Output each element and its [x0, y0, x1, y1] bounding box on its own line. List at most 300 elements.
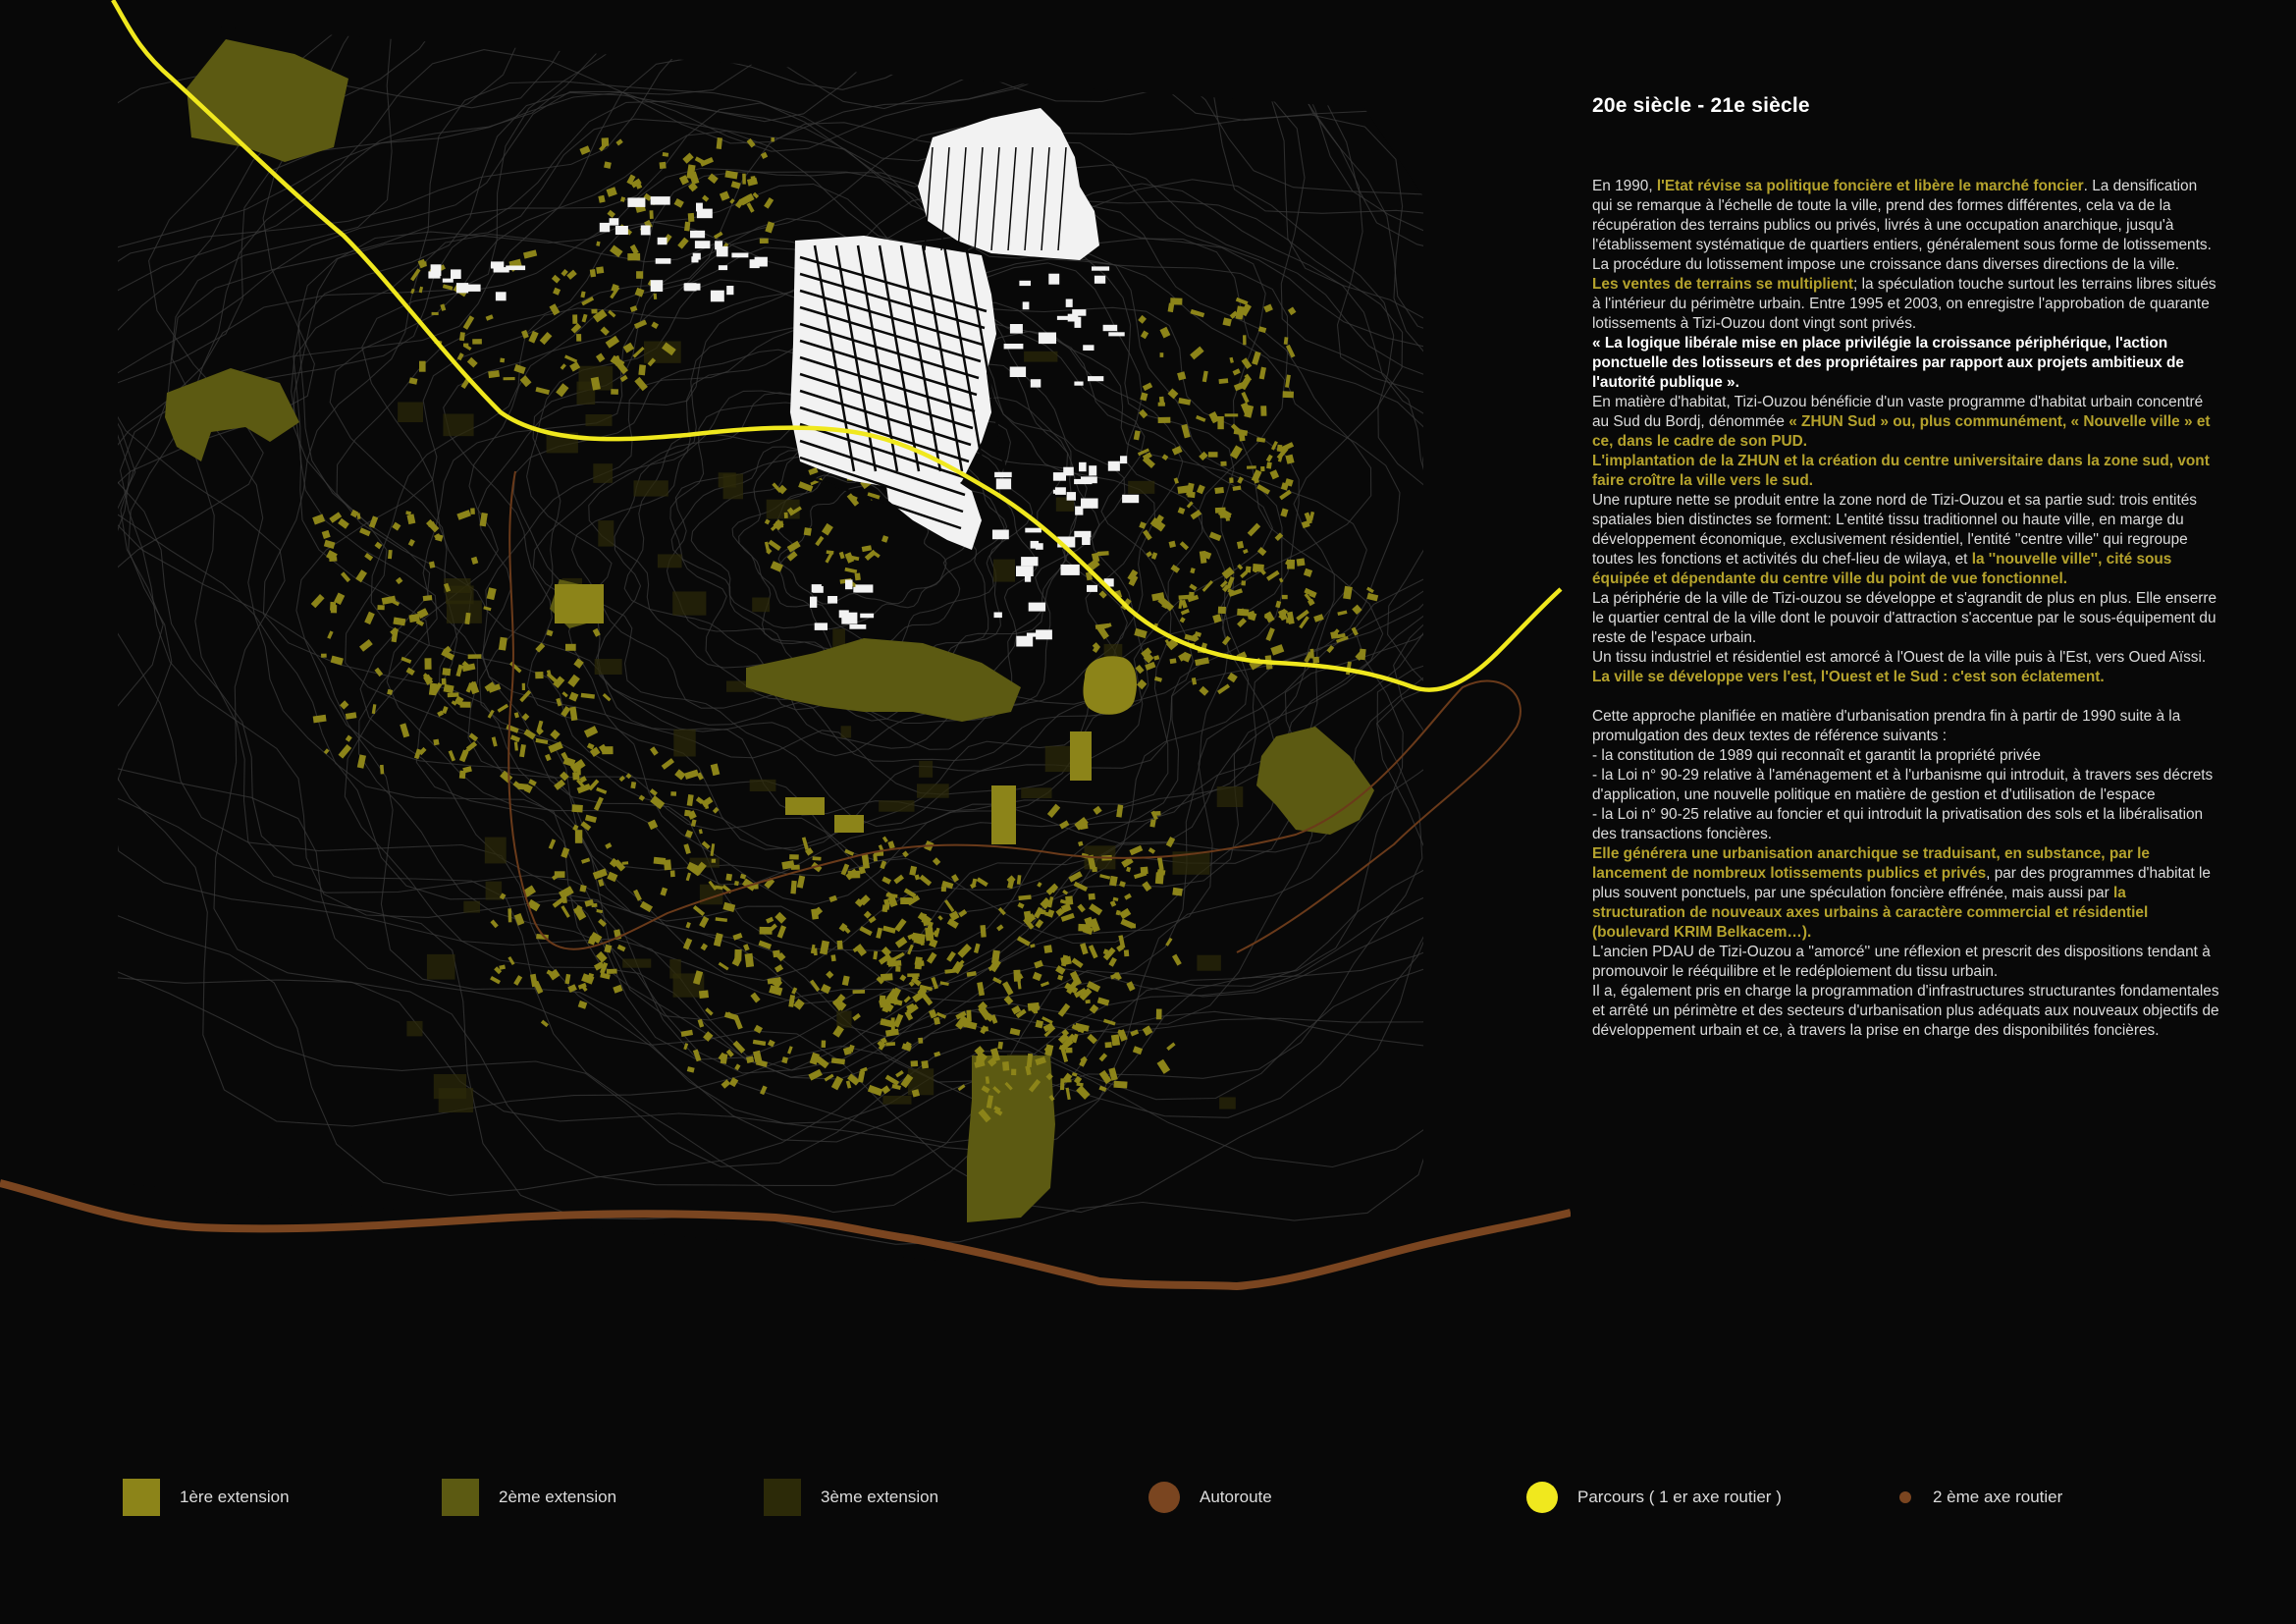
building — [881, 973, 893, 981]
public-building — [828, 596, 837, 604]
building — [1128, 481, 1154, 494]
building — [470, 508, 475, 514]
public-building — [1048, 274, 1059, 285]
building — [919, 761, 933, 778]
building — [650, 210, 654, 219]
building — [590, 269, 596, 277]
text-run: Cette approche planifiée en matière d'urbanisation prendra fin à partir de 1990 suite à la promulgation des deux textes de référence suivants : — [1592, 708, 2181, 744]
public-building — [651, 280, 664, 292]
building — [1247, 465, 1256, 468]
building — [879, 800, 914, 812]
building — [622, 959, 651, 968]
building — [654, 294, 658, 299]
building — [1156, 1009, 1162, 1020]
building — [664, 859, 671, 870]
building — [572, 772, 579, 780]
public-building — [1122, 495, 1139, 503]
paragraph-gap — [1592, 687, 2220, 707]
building — [658, 554, 682, 568]
building — [1097, 551, 1109, 556]
building — [791, 865, 800, 870]
building — [1214, 487, 1224, 494]
building — [1229, 477, 1233, 483]
building — [719, 472, 736, 487]
building — [784, 513, 788, 518]
building — [1243, 335, 1247, 345]
building — [745, 953, 754, 967]
building — [1208, 452, 1218, 458]
building — [853, 990, 866, 994]
highlight-text-run: Les ventes de terrains se multiplient — [1592, 276, 1854, 293]
paragraph — [1592, 844, 2220, 943]
building — [1282, 595, 1288, 599]
paragraph — [1592, 334, 2220, 393]
building — [941, 887, 946, 893]
public-building — [815, 623, 828, 630]
public-building — [456, 283, 468, 293]
building — [1197, 955, 1221, 971]
legend-item — [123, 1473, 290, 1522]
legend-label: Parcours ( 1 er axe routier ) — [1577, 1488, 1782, 1506]
paragraph — [1592, 393, 2220, 452]
public-building — [1067, 492, 1076, 501]
building — [595, 659, 622, 675]
legend-swatch — [442, 1479, 479, 1516]
legend-item — [764, 1473, 938, 1522]
paragraph — [1592, 491, 2220, 589]
panel-title: 20e siècle - 21e siècle — [1592, 94, 1810, 117]
building — [660, 162, 667, 169]
building — [1011, 1069, 1016, 1075]
public-building — [711, 291, 724, 302]
building — [1286, 618, 1290, 623]
highlight-text-run: la ''nouvelle ville'', cité sous équipée et dépendante du centre ville du point de vue fonctionnel. — [1592, 551, 2172, 587]
public-building — [1079, 462, 1087, 471]
building — [468, 654, 482, 659]
public-building — [443, 279, 454, 283]
building — [442, 668, 451, 676]
public-building — [691, 256, 698, 262]
building — [330, 602, 336, 611]
public-building — [656, 258, 671, 264]
building — [1189, 592, 1195, 599]
building — [419, 361, 426, 372]
large-building — [834, 815, 864, 833]
building — [644, 342, 681, 363]
public-building — [810, 597, 817, 608]
public-building — [1089, 465, 1096, 475]
text-run: L'ancien PDAU de Tizi-Ouzou a ''amorcé'' une réflexion et prescrit des dispositions tendant à promouvoir le rééquilibre et le redéploiement du tissu urbain. — [1592, 944, 2211, 980]
paragraph — [1592, 452, 2220, 491]
building — [1226, 516, 1230, 520]
building — [1113, 1081, 1127, 1089]
public-building — [1095, 276, 1105, 284]
building — [841, 726, 852, 737]
building — [507, 908, 511, 922]
stadium — [1083, 656, 1137, 715]
public-building — [1053, 472, 1066, 481]
building — [814, 948, 818, 956]
building — [836, 1011, 851, 1028]
building — [1260, 466, 1264, 471]
building — [433, 739, 439, 746]
building — [388, 550, 393, 559]
building — [321, 654, 327, 658]
public-building — [1053, 490, 1060, 494]
building — [885, 1042, 895, 1046]
building — [1085, 1000, 1090, 1003]
building — [911, 1060, 919, 1066]
building — [1002, 1061, 1009, 1071]
public-building — [1074, 479, 1092, 484]
building — [1089, 893, 1095, 900]
public-building — [1057, 316, 1075, 320]
text-run: Un tissu industriel et résidentiel est amorcé à l'Ouest de la ville puis à l'Est, vers Oued Aïssi. — [1592, 649, 2207, 666]
building — [636, 271, 643, 279]
building — [575, 830, 582, 843]
public-building — [1087, 585, 1097, 592]
paragraph — [1592, 707, 2220, 746]
building — [1092, 867, 1097, 872]
building — [1260, 406, 1266, 416]
building — [459, 332, 465, 341]
building — [813, 856, 822, 860]
building — [1225, 413, 1239, 416]
building — [830, 954, 835, 961]
highlight-text-run: « La logique libérale mise en place privilégie la croissance périphérique, l'action ponctuelle des lotisseurs et des propriétaires par rapport aux projets ambitieux de l'autorité publique ». — [1592, 335, 2184, 391]
building — [377, 605, 384, 610]
building — [565, 644, 576, 651]
legend-label: 1ère extension — [180, 1488, 290, 1506]
public-building — [717, 246, 728, 257]
building — [398, 403, 423, 423]
building — [980, 925, 986, 938]
building — [1266, 461, 1272, 468]
public-building — [1088, 376, 1103, 381]
building — [1158, 417, 1171, 423]
building — [638, 364, 646, 375]
text-run: , par des programmes d'habitat le plus souvent ponctuels, par une spéculation foncière effrénée, mais aussi par — [1592, 865, 2211, 901]
legend-dot — [1148, 1482, 1180, 1513]
paragraph — [1592, 648, 2220, 668]
public-building — [658, 238, 667, 244]
public-building — [1120, 456, 1127, 463]
large-building — [1070, 731, 1092, 781]
public-building — [615, 226, 628, 235]
legend-swatch — [764, 1479, 801, 1516]
building — [1065, 1048, 1072, 1054]
legend-item — [442, 1473, 616, 1522]
building — [380, 765, 384, 775]
building — [684, 222, 690, 232]
building — [734, 881, 739, 886]
building — [443, 414, 473, 437]
public-building — [750, 259, 760, 268]
building — [967, 1010, 972, 1022]
highlight-text-run: la structuration de nouveaux axes urbains à caractère commercial et résidentiel (boulevard KRIM Belkacem…). — [1592, 885, 2149, 941]
public-building — [1036, 629, 1052, 639]
public-building — [1025, 528, 1041, 533]
public-building — [1010, 324, 1023, 334]
building — [406, 1021, 422, 1037]
legend-label: Autoroute — [1200, 1488, 1272, 1506]
building — [463, 901, 480, 913]
building — [1028, 1002, 1040, 1011]
public-building — [731, 253, 748, 258]
building — [699, 990, 709, 999]
building — [673, 730, 695, 757]
public-building — [690, 231, 705, 239]
building — [572, 314, 577, 323]
building — [789, 854, 799, 859]
public-building — [641, 226, 651, 236]
building — [1170, 298, 1182, 304]
legend-dot — [1526, 1482, 1558, 1513]
public-building — [428, 271, 440, 278]
public-building — [719, 265, 727, 270]
building — [586, 414, 613, 426]
building — [1359, 649, 1365, 661]
building — [848, 871, 861, 879]
legend-item — [1899, 1473, 2062, 1522]
building — [535, 672, 543, 678]
building — [755, 1052, 760, 1061]
text-run: Il a, également pris en charge la programmation d'infrastructures structurantes fondamentales et arrêté un périmètre et des secteurs d'urbanisation plus adéquats aux nouveaux objectifs de développement urbain et ce, à travers la prise en charge des disponibilités foncières. — [1592, 983, 2219, 1039]
building — [500, 357, 505, 362]
building — [1043, 945, 1052, 953]
text-run: En 1990, — [1592, 178, 1657, 194]
public-building — [1010, 367, 1026, 378]
public-building — [1004, 344, 1024, 349]
public-building — [994, 472, 1012, 477]
building — [442, 678, 447, 685]
building — [760, 927, 773, 935]
building — [822, 1040, 827, 1048]
public-building — [1103, 325, 1118, 331]
legend-item — [1526, 1473, 1782, 1522]
building — [611, 389, 618, 395]
highlight-text-run: La ville se développe vers l'est, l'Ouest et le Sud : c'est son éclatement. — [1592, 669, 2105, 685]
text-run: . La densification qui se remarque à l'échelle de toute la ville, prend des formes différentes, cela va de la récupération des terrains publics ou privés, livrés à une occupation anarchique, jusqu'à l'établissement systématique de quartiers entiers, généralement sous forme de lotissements. La procédure du lotissement impose une croissance dans diverses directions de la ville. — [1592, 178, 2212, 273]
public-building — [1082, 535, 1091, 546]
building — [593, 463, 613, 483]
paragraph — [1592, 177, 2220, 275]
building — [1218, 378, 1228, 384]
building — [882, 1096, 911, 1105]
public-building — [1016, 636, 1033, 647]
building — [712, 859, 716, 863]
legend — [0, 1473, 2296, 1532]
text-run: En matière d'habitat, Tizi-Ouzou bénéficie d'un vaste programme d'habitat urbain concentré au Sud du Bordj, dénommée — [1592, 394, 2204, 430]
public-building — [651, 197, 670, 203]
public-building — [860, 614, 874, 619]
building — [634, 480, 668, 496]
building — [663, 152, 668, 157]
building — [485, 838, 507, 864]
building — [917, 784, 949, 797]
building — [1218, 607, 1226, 615]
building — [670, 870, 675, 877]
building — [427, 954, 455, 980]
paragraph — [1592, 275, 2220, 334]
text-run: - la Loi n° 90-25 relative au foncier et qui introduit la privatisation des sols et la libéralisation des transactions foncières. — [1592, 806, 2204, 842]
text-run: La périphérie de la ville de Tizi-ouzou se développe et s'agrandit de plus en plus. Elle enserre le quartier central de la ville dont le pouvoir d'attraction s'accentue par le sous-équipement du reste de l'espace urbain. — [1592, 590, 2217, 646]
building — [855, 572, 861, 580]
building — [672, 591, 706, 615]
public-building — [726, 286, 733, 295]
text-run: - la Loi n° 90-29 relative à l'aménagement et à l'urbanisme qui introduit, à travers ses décrets d'application, une nouvelle politique en matière de gestion et d'utilisation de l'espace — [1592, 767, 2214, 803]
building — [1105, 1042, 1112, 1048]
large-building — [555, 584, 604, 623]
public-building — [1075, 317, 1082, 328]
building — [429, 683, 438, 696]
public-building — [1108, 461, 1120, 471]
building — [571, 804, 582, 812]
building — [1211, 416, 1220, 422]
building — [1215, 508, 1226, 514]
text-panel — [1592, 94, 2220, 1041]
public-building — [994, 613, 1002, 619]
building — [750, 780, 776, 791]
building — [1220, 461, 1226, 466]
public-building — [855, 584, 873, 592]
building — [1241, 580, 1246, 585]
building — [446, 586, 474, 605]
building — [504, 377, 515, 380]
building — [895, 966, 900, 972]
building — [742, 174, 746, 185]
building — [576, 334, 581, 342]
building — [1217, 786, 1244, 807]
building — [837, 941, 843, 949]
public-building — [610, 218, 619, 225]
legend-item — [1148, 1473, 1272, 1522]
public-building — [1108, 332, 1124, 336]
building — [432, 312, 439, 315]
public-building — [1029, 603, 1045, 612]
highlight-text-run: l'Etat révise sa politique foncière et libère le marché foncier — [1656, 178, 2084, 194]
public-building — [849, 624, 866, 629]
public-building — [695, 241, 711, 248]
building — [752, 598, 770, 613]
public-building — [1081, 499, 1098, 509]
paragraph — [1592, 943, 2220, 982]
building — [1131, 924, 1136, 929]
paragraph — [1592, 746, 2220, 766]
paragraph — [1592, 766, 2220, 805]
public-building — [1092, 266, 1109, 270]
building — [448, 692, 459, 697]
building — [900, 897, 912, 904]
building — [1297, 558, 1306, 566]
public-building — [1025, 570, 1031, 582]
highlight-text-run: L'implantation de la ZHUN et la création du centre universitaire dans la zone sud, vont faire croître la ville vers le sud. — [1592, 453, 2210, 489]
public-building — [1019, 281, 1031, 286]
public-building — [1074, 382, 1083, 386]
public-building — [841, 613, 857, 624]
building — [921, 1060, 929, 1069]
public-building — [1031, 541, 1040, 549]
building — [1310, 649, 1314, 659]
legend-label: 3ème extension — [821, 1488, 939, 1506]
public-building — [696, 203, 703, 212]
building — [1124, 949, 1129, 956]
public-building — [1021, 557, 1038, 566]
public-building — [1083, 345, 1094, 351]
building — [918, 1038, 923, 1044]
building — [760, 239, 769, 244]
legend-swatch — [123, 1479, 160, 1516]
public-building — [992, 530, 1009, 540]
public-building — [1023, 301, 1030, 309]
building — [891, 1017, 895, 1030]
building — [1065, 895, 1073, 904]
building — [486, 882, 503, 900]
public-building — [451, 269, 461, 279]
building — [607, 969, 617, 974]
public-building — [1075, 507, 1083, 515]
building — [773, 950, 780, 958]
large-building — [991, 785, 1016, 844]
public-building — [845, 579, 853, 589]
building — [1237, 609, 1249, 617]
building — [1141, 867, 1148, 875]
public-building — [1039, 333, 1056, 345]
building — [472, 339, 482, 345]
public-building — [467, 285, 481, 292]
highlight-text-run: « ZHUN Sud » ou, plus communément, « Nouvelle ville » et ce, dans le cadre de son PUD. — [1592, 413, 2211, 450]
legend-label: 2ème extension — [499, 1488, 617, 1506]
building — [993, 560, 1015, 582]
building — [1219, 1097, 1236, 1109]
building — [425, 658, 432, 670]
paragraph — [1592, 668, 2220, 687]
public-building — [491, 261, 504, 268]
building — [1078, 924, 1090, 932]
building — [751, 176, 756, 182]
building — [1283, 391, 1294, 398]
paragraph — [1592, 805, 2220, 844]
building — [439, 1088, 473, 1112]
building — [981, 1027, 988, 1033]
building — [522, 683, 525, 690]
building — [771, 137, 774, 141]
public-building — [1066, 299, 1073, 307]
building — [591, 309, 597, 314]
building — [1287, 560, 1295, 569]
building — [767, 500, 800, 519]
building — [670, 791, 676, 796]
building — [804, 527, 812, 536]
public-building — [1072, 309, 1086, 316]
public-building — [813, 586, 824, 593]
building — [1021, 787, 1051, 798]
large-building — [785, 797, 825, 815]
building — [688, 213, 695, 222]
building — [725, 874, 732, 882]
public-building — [996, 478, 1011, 489]
text-run: - la constitution de 1989 qui reconnaît et garantit la propriété privée — [1592, 747, 2041, 764]
legend-label: 2 ème axe routier — [1933, 1488, 2063, 1506]
building — [1111, 1034, 1120, 1046]
panel-body — [1592, 177, 2220, 1041]
building — [1172, 888, 1183, 896]
building — [627, 253, 640, 261]
public-building — [1061, 565, 1080, 575]
highlight-text-run: Elle générera une urbanisation anarchique se traduisant, en substance, par le lancement de nombreux lotissements publics et privés — [1592, 845, 2150, 882]
building — [1024, 352, 1057, 362]
public-building — [600, 223, 610, 232]
